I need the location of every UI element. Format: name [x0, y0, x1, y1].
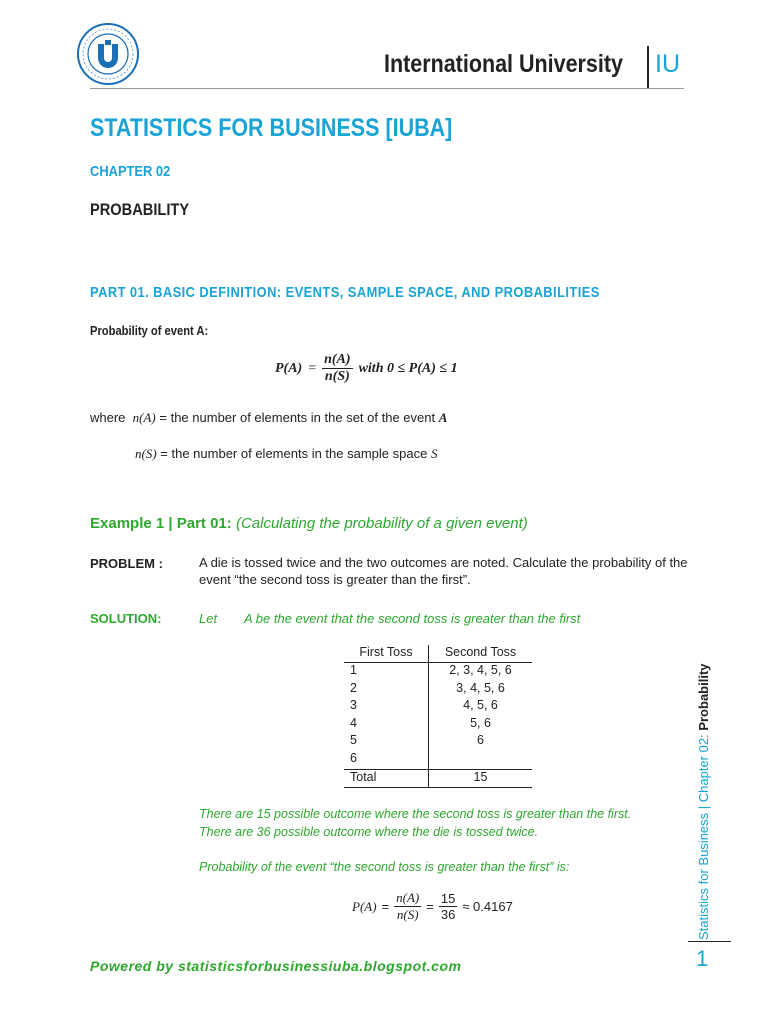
table-cell-first: 6	[350, 750, 357, 765]
side-banner-course: Statistics for Business | Chapter 02:	[696, 734, 711, 940]
result-fraction-1	[394, 890, 421, 923]
where-ns-text: = the number of elements in the sample space	[160, 446, 428, 461]
formula-numerator: n(A)	[324, 352, 351, 367]
result-formula	[352, 890, 513, 923]
example-title-italic: (Calculating the probability of a given event)	[235, 515, 528, 532]
table-cell-second	[428, 751, 532, 769]
toss-table	[344, 645, 532, 788]
note-line-2: There are 36 possible outcome where the die is tossed twice.	[199, 825, 539, 839]
university-abbr: IU	[655, 50, 680, 78]
table-cell-second: 5, 6	[428, 716, 532, 734]
university-logo	[76, 22, 140, 86]
chapter-name: PROBABILITY	[90, 200, 190, 219]
table-cell-second: 3, 4, 5, 6	[428, 681, 532, 699]
table-total-value: 15	[428, 770, 532, 787]
note-line-1: There are 15 possible outcome where the second toss is greater than the first.	[199, 807, 632, 821]
solution-let: Let	[199, 611, 218, 626]
result-equals-2: =	[426, 899, 434, 914]
page-number: 1	[696, 946, 709, 971]
note-line-3: Probability of the event “the second toss is greater than the first” is:	[199, 860, 570, 874]
table-row	[344, 698, 532, 716]
definition-label: Probability of event A:	[90, 323, 209, 338]
problem-text: A die is tossed twice and the two outcomes are noted. Calculate the probability of the event “the second toss is greater than the first”.	[199, 555, 688, 587]
result-numerator: n(A)	[396, 890, 420, 905]
table-header-second-toss: Second Toss	[428, 645, 532, 662]
solution-event: A be the event that the second toss is greater than the first	[244, 611, 581, 626]
side-banner-text	[696, 610, 716, 940]
table-cell-first: 1	[350, 663, 357, 677]
university-name: International University	[384, 50, 623, 78]
result-denominator: n(S)	[396, 907, 419, 922]
part-title: PART 01. BASIC DEFINITION: EVENTS, SAMPLE SPACE, AND PROBABILITIES	[90, 284, 600, 301]
table-header-row	[344, 645, 532, 663]
result-lhs: P(A)	[352, 898, 377, 914]
result-fraction-2	[439, 891, 457, 922]
table-header-first-toss: First Toss	[359, 645, 413, 659]
formula-denominator: n(S)	[324, 369, 350, 384]
result-numerator-2: 15	[440, 891, 456, 906]
where-ns-var: S	[430, 446, 438, 461]
page-number-rule	[688, 941, 731, 942]
problem-label: PROBLEM :	[90, 556, 163, 571]
table-cell-first: 5	[350, 733, 357, 748]
where-na-symbol: n(A)	[132, 410, 156, 425]
table-row	[344, 681, 532, 699]
formula-condition: with 0 ≤ P(A) ≤ 1	[358, 360, 458, 376]
course-title: STATISTICS FOR BUSINESS [IUBA]	[90, 114, 453, 142]
formula-lhs: P(A)	[275, 360, 303, 376]
where-na-line	[90, 410, 447, 426]
table-cell-first: 3	[350, 698, 357, 713]
solution-label: SOLUTION:	[90, 611, 162, 626]
where-word: where	[90, 410, 126, 425]
chapter-label: CHAPTER 02	[90, 163, 171, 180]
result-approx: ≈ 0.4167	[462, 899, 513, 914]
formula-fraction	[322, 352, 352, 385]
result-denominator-2: 36	[440, 907, 456, 922]
table-row	[344, 663, 532, 681]
header-separator	[647, 46, 649, 88]
table-row	[344, 733, 532, 751]
table-cell-second: 2, 3, 4, 5, 6	[428, 663, 532, 681]
side-banner-topic: Probability	[696, 663, 711, 731]
table-row	[344, 751, 532, 769]
table-cell-first: 4	[350, 715, 357, 730]
result-equals: =	[381, 899, 390, 914]
example-title-bold: Example 1 | Part 01:	[90, 515, 232, 532]
probability-formula	[275, 352, 458, 385]
where-na-text: = the number of elements in the set of the event	[159, 410, 436, 425]
table-cell-second: 4, 5, 6	[428, 698, 532, 716]
table-total-label: Total	[350, 769, 377, 784]
header-rule	[90, 88, 684, 89]
table-cell-first: 2	[350, 680, 357, 695]
footer-powered-by: Powered by statisticsforbusinessiuba.blogspot.com	[90, 958, 462, 974]
formula-equals: =	[308, 360, 317, 376]
table-row	[344, 716, 532, 734]
table-total-row	[344, 769, 532, 788]
where-na-var: A	[438, 410, 448, 425]
side-banner	[696, 610, 716, 940]
example-title	[90, 515, 528, 532]
table-cell-second: 6	[428, 733, 532, 751]
where-ns-symbol: n(S)	[135, 446, 157, 461]
where-ns-line	[135, 446, 437, 462]
